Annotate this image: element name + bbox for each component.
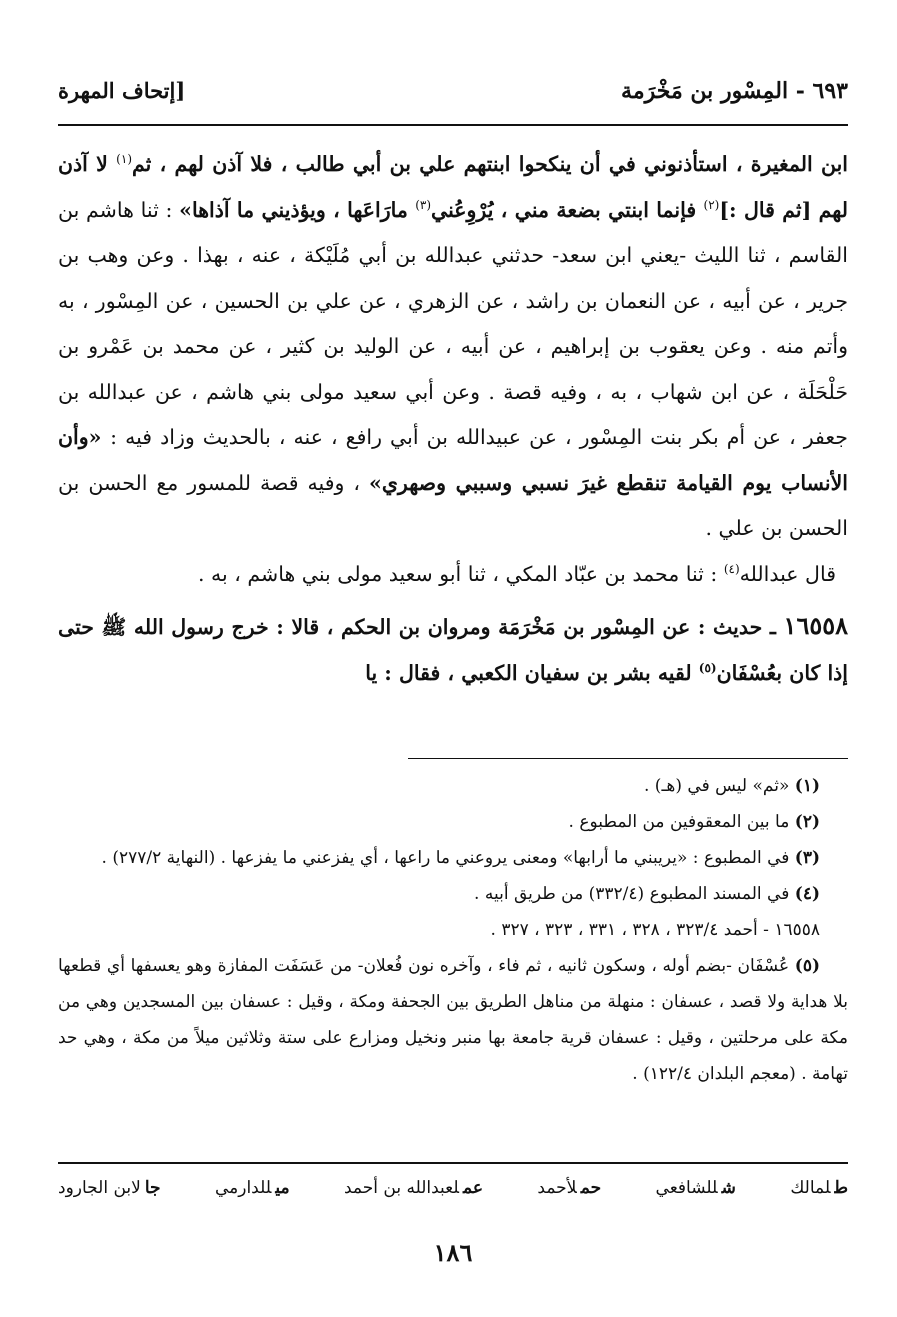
hadith-label: ـ حديث [713,615,784,639]
isnad-text: : ثنا هاشم بن القاسم ، ثنا الليث -يعني ابن سعد- حدثني عبدالله بن أبي مُلَيْكة ، عنه ، بهذا . وعن وهب بن جرير ، عن أبيه ، عن النعمان بن راشد ، عن الزهري ، عن علي بن الحسين ، عن المِسْور ، به وأتم منه . وعن يعقوب بن إبراهيم ، عن أبيه ، عن الوليد بن كثير ، عن محمد بن عَمْرو بن حَلْحَلَة ، عن ابن شهاب ، به ، وفيه قصة . وعن أبي سعيد مولى بني هاشم ، عن عبدالله بن جعفر ، عن أم بكر بنت المِسْور ، عن عبيدالله بن أبي رافع ، عنه ، بالحديث وزاد فيه : [58,197,848,449]
footnote-5: (٥) عُسْفَان -بضم أوله ، وسكون ثانيه ، ثم فاء ، وآخره نون فُعلان- من عَسَفَت المفازة وهو يعسفها أي قطعها بلا هداية ولا قصد ، عسفان : منهلة من مناهل الطريق بين الجحفة ومكة ، وقيل : عسفان بين المسجدين وهي من مكة على مرحلتين ، وقيل : عسفان قرية جامعة بها منبر ونخيل ومزارع على ستة وثلاثين ميلاً من مكة ، وهي حد تهامة . (معجم البلدان ١٢٢/٤) . [58,956,848,1084]
chapter-title: ٦٩٣ - المِسْور بن مَخْرَمة [621,78,848,104]
legend-item: جالابن الجارود [58,1178,161,1198]
legend-item: شللشافعي [655,1178,736,1198]
legend-rule [58,1162,848,1164]
book-page [58,0,848,1317]
footnote-ref: (١) [116,152,132,167]
paragraph-continuation: ابن المغيرة ، استأذنوني في أن ينكحوا ابنتهم علي بن أبي طالب ، فلا آذن لهم ، ثم$^{(١)}$ لا آذن لهم [ثم قال :]$^{(٢)}$ فإنما ابنتي بضعة مني ، يُرْوِعُني$^{(٣)}$ مارَاعَها ، ويؤذيني ما آذاها» : ثنا هاشم بن القاسم ، ثنا الليث -يعني ابن سعد- حدثني عبدالله بن أبي مُلَيْكة ، عنه ، بهذا . وعن وهب بن جرير ، عن أبيه ، عن النعمان بن راشد ، عن الزهري ، عن علي بن الحسين ، عن المِسْور ، به وأتم منه . وعن يعقوب بن إبراهيم ، عن أبيه ، عن الوليد بن كثير ، عن محمد بن عَمْرو بن حَلْحَلَة ، عن ابن شهاب ، به ، وفيه قصة . وعن أبي سعيد مولى بني هاشم ، عن عبدالله بن جعفر ، عن أم بكر بنت المِسْور ، عن عبيدالله بن أبي رافع ، عنه ، بالحديث وزاد فيه : «وأن الأنساب يوم القيامة تنقطع غيرَ نسبي وسببي وصهري» ، وفيه قصة للمسور مع الحسن بن الحسن بن علي . [58,152,848,540]
footnotes [58,768,848,1092]
legend-item: حملأحمد [537,1178,602,1198]
sigla-legend [58,1178,848,1198]
hadith-entry: ١٦٥٥٨ ـ حديث : عن المِسْور بن مَخْرَمَة ومروان بن الحكم ، قالا : خرج رسول الله ﷺ حتى إذا كان بعُسْفَان$^{(٥)}$ لقيه بشر بن سفيان الكعبي ، فقال : يا [58,611,848,685]
footnote-ref: (٤) [723,561,740,576]
header-rule [58,124,848,126]
legend-item: طلمالك [790,1178,848,1198]
footnote-2: (٢) ما بين المعقوفين من المطبوع . [568,812,820,832]
footnote-ref: (٢) [703,197,720,212]
footnote-4: (٤) في المسند المطبوع (٣٣٢/٤) من طريق أبيه . [474,884,820,904]
footnote-sources: ١٦٥٥٨ - أحمد ٣٢٣/٤ ، ٣٢٨ ، ٣٣١ ، ٣٢٣ ، ٣٢٧ . [490,920,820,940]
running-header [58,78,848,112]
page-number: ١٨٦ [433,1238,473,1267]
footnote-3: (٣) في المطبوع : «يريبني ما أرابها» ومعنى يروعني ما راعها ، أي يفزعني ما يفزعها . (النهاية ٢٧٧/٢) . [101,848,820,868]
footnote-1: (١) «ثم» ليس في (هـ) . [644,776,820,796]
footnote-rule [408,758,848,759]
book-title: [إتحاف المهرة [58,78,186,103]
quoted-addition: «وأن الأنساب يوم القيامة تنقطع غيرَ نسبي وسببي وصهري» [58,425,848,495]
legend-item: ميللدارمي [214,1178,290,1198]
main-text [58,142,848,696]
footnote-ref: (٥) [698,660,717,675]
hadith-number: ١٦٥٥٨ [783,611,848,640]
legend-item: عملعبدالله بن أحمد [344,1178,483,1198]
paragraph-abdullah: قال عبدالله$^{(٤)}$ : ثنا محمد بن عبّاد المكي ، ثنا أبو سعيد مولى بني هاشم ، به . [198,561,836,586]
footnote-ref: (٣) [415,197,432,212]
